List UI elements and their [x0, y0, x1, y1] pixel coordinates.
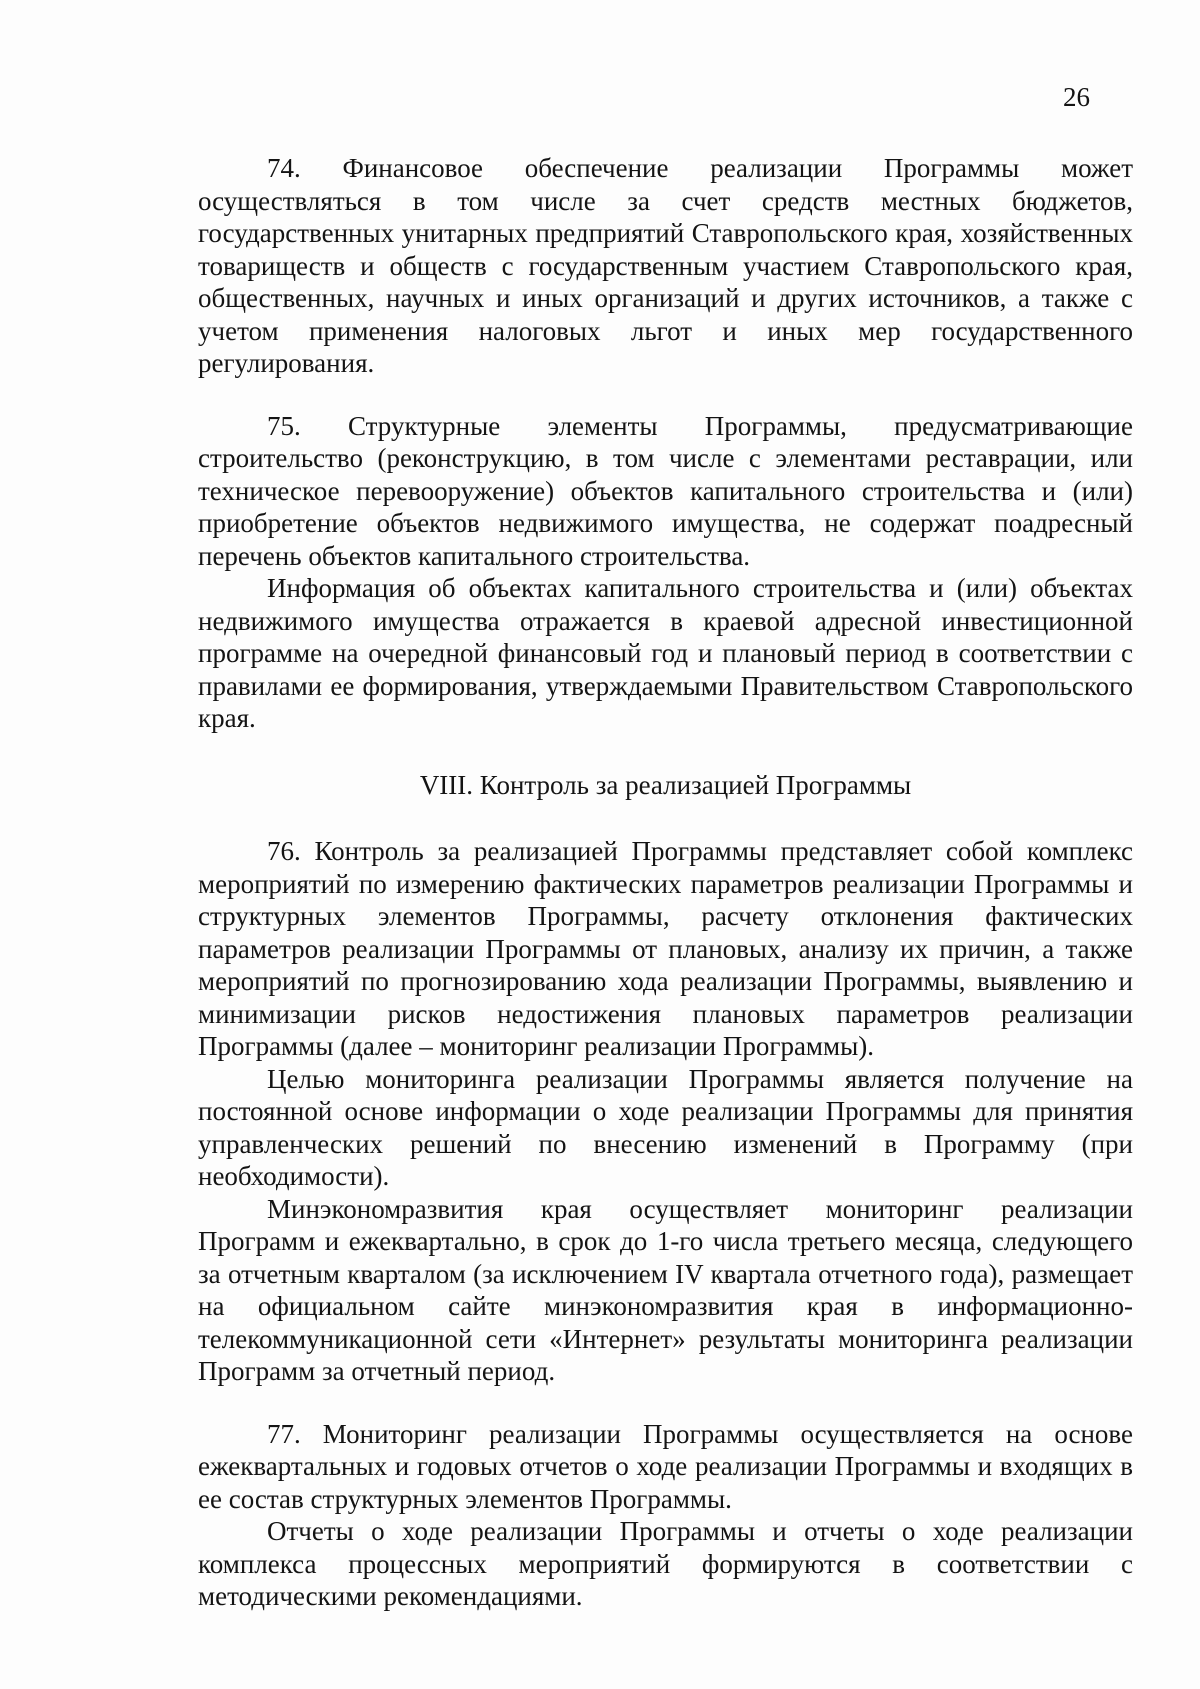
paragraph-76-goal: Целью мониторинга реализации Программы является получение на постоянной основе информации о ходе реализации Программы для принятия управленческих решений по внесению изменений в Программу (при необходимости). — [198, 1063, 1133, 1191]
paragraph-75: 75. Структурные элементы Программы, предусматривающие строительство (реконструкцию, в том числе с элементами реставрации, или техническое перевооружение) объектов капитального строительства и (или) приобретение объектов недвижимого имущества, не содержат поадресный перечень объектов капитального строительства. — [198, 410, 1133, 571]
paragraph-77-reports: Отчеты о ходе реализации Программы и отчеты о ходе реализации комплекса процессных мероприятий формируются в соответствии с методическими рекомендациями. — [198, 1516, 1133, 1611]
section-heading: VIII. Контроль за реализацией Программы — [419, 769, 912, 800]
paragraph-75-information: Информация об объектах капитального строительства и (или) объектах недвижимого имущества отражается в краевой адресной инвестиционной программе на очередной финансовый год и плановый период в соответствии с правилами ее формирования, утверждаемыми Правительством Ставропольского края. — [198, 573, 1133, 733]
paragraph-74: 74. Финансовое обеспечение реализации Программы может осуществляться в том числе за счет средств местных бюджетов, государственных унитарных предприятий Ставропольского края, хозяйственных товариществ и обществ с государственным участием Ставропольского края, общественных, научных и иных организаций и других источников, а также с учетом применения налоговых льгот и иных мер государственного регулирования. — [198, 153, 1133, 378]
document-body — [198, 152, 1133, 1613]
paragraph-76-ministry: Минэкономразвития края осуществляет мониторинг реализации Программ и ежеквартально, в срок до 1-го числа третьего месяца, следующего за отчетным кварталом (за исключением IV квартала отчетного года), размещает на официальном сайте минэкономразвития края в информационно-телекоммуникационной сети «Интернет» результаты мониторинга реализации Программ за отчетный период. — [198, 1193, 1133, 1386]
paragraph-76: 76. Контроль за реализацией Программы представляет собой комплекс мероприятий по измерению фактических параметров реализации Программы и структурных элементов Программы, расчету отклонения фактических параметров реализации Программы от плановых, анализу их причин, а также мероприятий по прогнозированию хода реализации Программы, выявлению и минимизации рисков недостижения плановых параметров реализации Программы (далее – мониторинг реализации Программы). — [198, 836, 1133, 1061]
page-number: 26 — [1063, 82, 1090, 112]
paragraph-77: 77. Мониторинг реализации Программы осуществляется на основе ежеквартальных и годовых отчетов о ходе реализации Программы и входящих в ее состав структурных элементов Программы. — [198, 1418, 1133, 1514]
